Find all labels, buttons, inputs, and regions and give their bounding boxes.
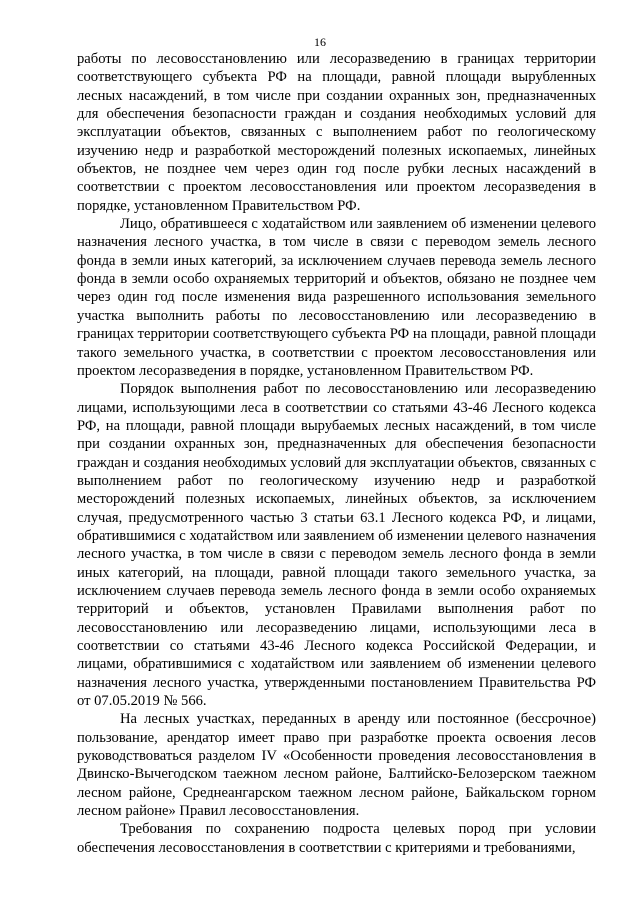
paragraph-undergrowth-requirements: Требования по сохранению подроста целевых пород при условии обеспечения лесовосстановления в соответствии с критериями и требованиями, (77, 821, 596, 856)
paragraph-leased-plots: На лесных участках, переданных в аренду или постоянное (бессрочное) пользование, арендатор имеет право при разработке проекта освоения лесов руководствоваться разделом IV «Особенности проведения лесовосстановления в Двинско-Вычегодском таежном лесном районе, Балтийско-Белозерском таежном лесном районе, Среднеангарском таежном лесном районе, Байкальском горном лесном районе» Правил лесовосстановления. (77, 711, 596, 820)
paragraph-continuation: работы по лесовосстановлению или лесоразведению в границах территории соответствующего субъекта РФ на площади, равной площади вырубленных лесных насаждений, в том числе при создании охранных зон, предназначенных для обеспечения безопасности граждан и создания необходимых условий для эксплуатации объектов, связанных с выполнением работ по геологическому изучению недр и разработкой месторождений полезных ископаемых, линейных объектов, не позднее чем через один год после рубки лесных насаждений в соответствии с проектом лесовосстановления или проектом лесоразведения в порядке, установленном Правительством РФ. (77, 51, 596, 214)
page-number: 16 (314, 35, 326, 49)
document-body (77, 50, 596, 857)
paragraph-works-procedure: Порядок выполнения работ по лесовосстановлению или лесоразведению лицами, использующими леса в соответствии со статьями 43-46 Лесного кодекса РФ, на площади, равной площади вырубаемых лесных насаждений, в том числе при создании охранных зон, предназначенных для обеспечения безопасности граждан и создания необходимых условий для эксплуатации объектов, связанных с выполнением работ по геологическому изучению недр и разработкой месторождений полезных ископаемых, линейных объектов, за исключением случая, предусмотренного частью 3 статьи 63.1 Лесного кодекса РФ, и лицами, обратившимися с ходатайством или заявлением об изменении целевого назначения лесного участка, в том числе в связи с переводом земель лесного фонда в земли иных категорий, на площади, равной площади такого земельного участка, за исключением случаев перевода земель лесного фонда в земли особо охраняемых территорий и объектов, установлен Правилами выполнения работ по лесовосстановлению или лесоразведению лицами, использующими леса в соответствии со статьями 43-46 Лесного кодекса Российской Федерации, и лицами, обратившимися с ходатайством или заявлением об изменении целевого назначения лесного участка, утвержденными постановлением Правительства РФ от 07.05.2019 № 566. (77, 381, 596, 710)
paragraph-applicant-obligation: Лицо, обратившееся с ходатайством или заявлением об изменении целевого назначения лесного участка, в том числе в связи с переводом земель лесного фонда в земли иных категорий, за исключением случаев перевода земель лесного фонда в земли особо охраняемых территорий и объектов, обязано не позднее чем через один год после изменения вида разрешенного использования земельного участка выполнить работы по лесовосстановлению или лесоразведению в границах территории соответствующего субъекта РФ на площади, равной площади такого земельного участка, в соответствии с проектом лесовосстановления или проектом лесоразведения в порядке, установленном Правительством РФ. (77, 216, 596, 379)
